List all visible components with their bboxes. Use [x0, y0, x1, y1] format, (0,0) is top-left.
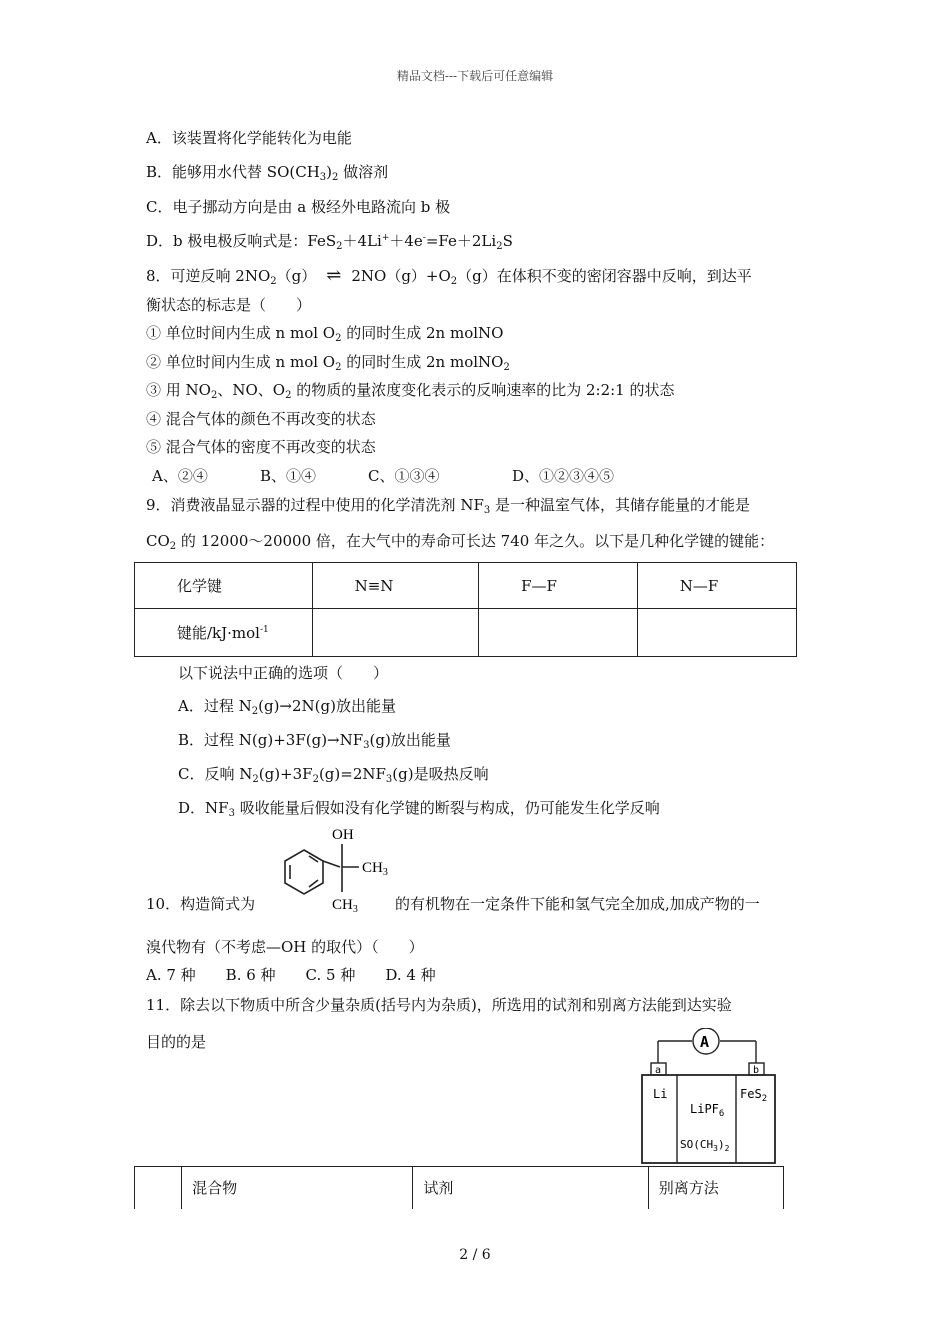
benzene-ring-icon — [285, 850, 323, 894]
q9-prompt: 以下说法中正确的选项（ ） — [178, 664, 389, 682]
q8-option-c: C、①③④ — [368, 467, 440, 485]
q7-option-b: B．能够用水代替 $SO(CH_3)_2$ 做溶剂 — [146, 163, 389, 183]
table-cell-empty — [312, 609, 478, 657]
q7-option-c: C．电子挪动方向是由 a 极经外电路流向 b 极 — [146, 198, 451, 216]
table-header-bond: 化学键 — [135, 563, 313, 609]
table-cell-empty — [135, 1167, 182, 1209]
ammeter-label: A — [700, 1033, 710, 1051]
table-header-nf: N—F — [637, 563, 796, 609]
q10-stem-line1-end: 的有机物在一定条件下能和氢气完全加成,加成产物的一 — [395, 895, 760, 913]
table-row-label-energy: 键能/kJ·mol$^{-1}$ — [135, 609, 313, 657]
terminal-a-label: a — [655, 1065, 662, 1076]
terminal-b-label: b — [753, 1065, 760, 1076]
q8-statement-3: ③ 用 $NO_2$、NO、$O_2$ 的物质的量浓度变化表示的反响速率的比为 2:2:1 的状态 — [146, 381, 675, 401]
struct-oh-label: OH — [332, 827, 354, 843]
q7-option-a: A．该装置将化学能转化为电能 — [146, 129, 352, 147]
q10-stem-line2: 溴代物有（不考虑—OH 的取代）（ ） — [146, 938, 424, 956]
struct-ch3-bottom-label: $CH_3$ — [332, 897, 358, 914]
q8-option-b: B、①④ — [260, 467, 317, 485]
page-number: 2 / 6 — [459, 1247, 491, 1263]
q9-option-b: B．过程 $N(g)+3F(g)\to NF_3(g)$放出能量 — [178, 731, 451, 751]
table-header-nn-triple: N≡N — [312, 563, 478, 609]
table-header-ff: F—F — [479, 563, 638, 609]
q11-stem-line1: 11．除去以下物质中所含少量杂质(括号内为杂质)，所选用的试剂和别离方法能到达实验 — [146, 996, 732, 1014]
struct-ch3-right-label: $CH_3$ — [362, 860, 388, 878]
table-header-mixture: 混合物 — [182, 1167, 413, 1209]
q10-options: A. 7 种 B. 6 种 C. 5 种 D. 4 种 — [146, 966, 436, 984]
table-header-method: 别离方法 — [648, 1167, 783, 1209]
q10-stem-line1-start: 10．构造简式为 — [146, 895, 256, 913]
q8-stem-line1: 8．可逆反响 $2NO_2(g)$ ⇌ $2NO(g)+O_2(g)$在体积不变的密闭容器中反响，到达平 — [146, 265, 752, 287]
q9-stem-line1: 9．消费液晶显示器的过程中使用的化学清洗剂 $NF_3$ 是一种温室气体，其储存能量的才能是 — [146, 496, 751, 516]
q9-option-c: C．反响 $N_2(g)+3F_2(g)=2NF_3(g)$是吸热反响 — [178, 765, 489, 785]
fes2-electrode-label: FeS$_2$ — [740, 1087, 768, 1104]
table-header-reagent: 试剂 — [413, 1167, 648, 1209]
electrolyte-label: LiPF$_6$ — [690, 1102, 725, 1119]
q11-stem-line2: 目的的是 — [146, 1033, 207, 1051]
q7-option-d: D．b 极电极反响式是：$FeS_2+4Li^++4e^-=Fe+2Li_2S$ — [146, 232, 513, 252]
li-electrode-label: Li — [653, 1087, 668, 1101]
separation-table — [134, 1166, 784, 1209]
q8-option-d: D、①②③④⑤ — [512, 467, 615, 485]
q9-option-d: D．$NF_3$ 吸收能量后假如没有化学键的断裂与构成，仍可能发生化学反响 — [178, 799, 660, 819]
equilibrium-arrow-icon: ⇌ — [326, 265, 342, 286]
table-cell-empty — [479, 609, 638, 657]
q8-statement-1: ① 单位时间内生成 n mol $O_2$ 的同时生成 2n molNO — [146, 324, 504, 344]
q8-option-a: A、②④ — [152, 467, 208, 485]
solvent-label: $SO(CH_3)_2$ — [680, 1138, 730, 1153]
battery-cell-diagram — [636, 1028, 786, 1168]
page-header: 精品文档---下载后可任意编辑 — [396, 69, 554, 83]
table-cell-empty — [637, 609, 796, 657]
bond-energy-table — [134, 562, 797, 657]
structural-formula — [262, 822, 392, 914]
q8-statement-4: ④ 混合气体的颜色不再改变的状态 — [146, 410, 376, 428]
q8-stem-line2: 衡状态的标志是（ ） — [146, 296, 312, 314]
q8-statement-2: ② 单位时间内生成 n mol $O_2$ 的同时生成 2n molNO$_2$ — [146, 353, 510, 373]
q9-stem-line2: $CO_2$ 的 12000～20000 倍，在大气中的寿命可长达 740 年之久。以下是几种化学键的键能： — [146, 532, 775, 552]
q8-statement-5: ⑤ 混合气体的密度不再改变的状态 — [146, 438, 376, 456]
q9-option-a: A．过程 $N_2(g)\to 2N(g)$放出能量 — [178, 697, 396, 717]
